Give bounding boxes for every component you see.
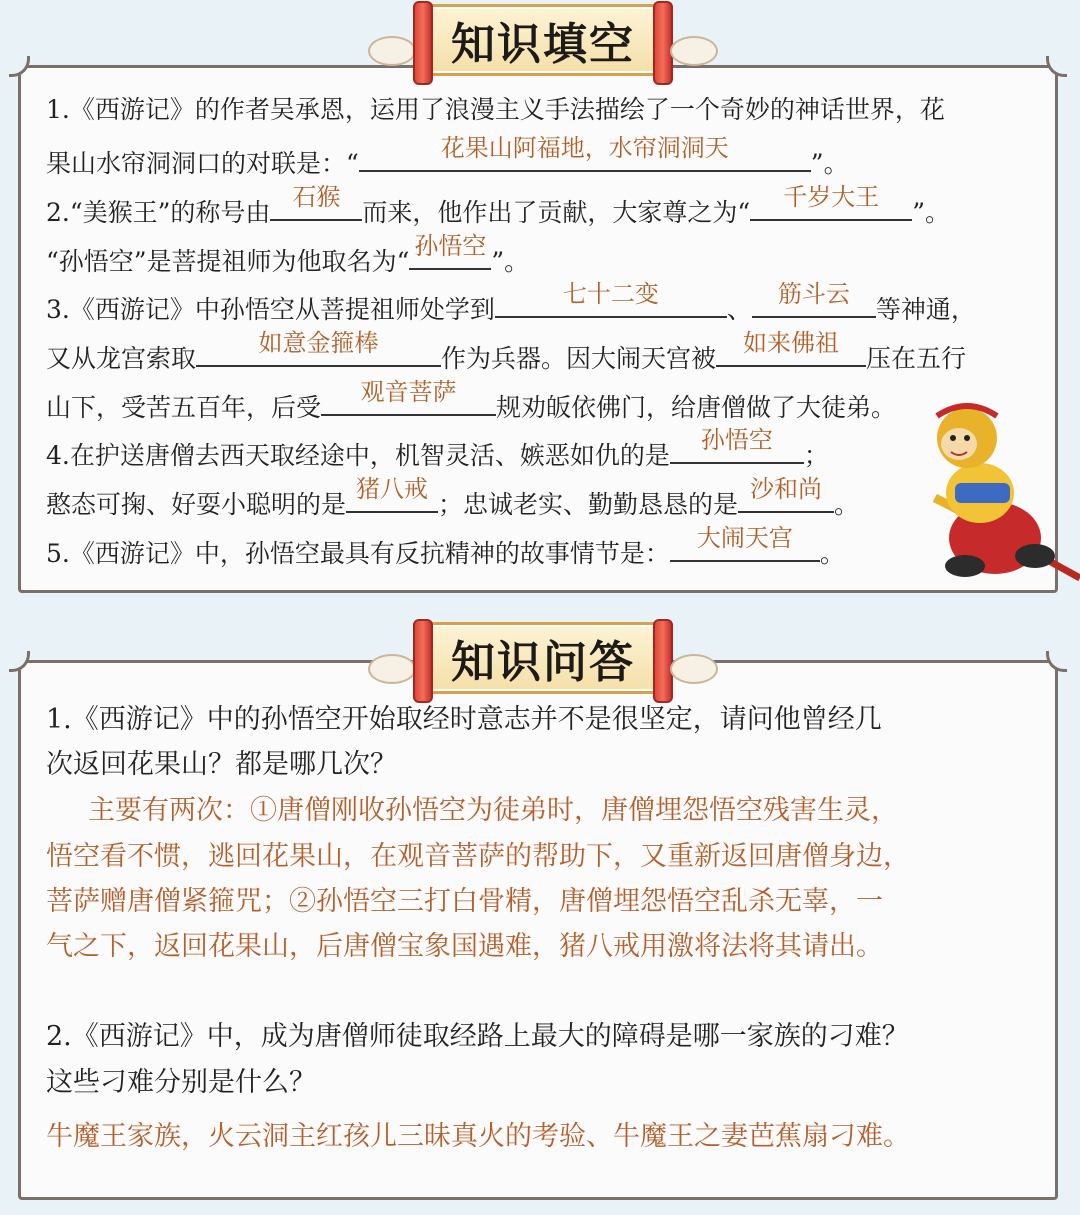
q1-line1: 1.《西游记》的作者吴承恩，运用了浪漫主义手法描绘了一个奇妙的神话世界，花 <box>46 95 945 124</box>
q4-line1: 4.在护送唐僧去西天取经途中，机智灵活、嫉恶如仇的是 孙悟空 ； <box>46 426 829 470</box>
qa-q2-line2: 这些刁难分别是什么？ <box>46 1067 316 1098</box>
cloud-icon <box>368 654 416 684</box>
qa-a1-line4: 气之下，返回花果山，后唐僧宝象国遇难，猪八戒用激将法将其请出。 <box>46 931 883 962</box>
q3-blank-2: 筋斗云 <box>752 286 876 318</box>
q2-line1: 2.“美猴王”的称号由 石猴 而来，他作出了贡献，大家尊之为“ 千岁大王 ”。 <box>46 183 950 227</box>
q1-blank: 花果山阿福地，水帘洞洞天 <box>359 140 811 172</box>
q3-line3: 山下，受苦五百年，后受 观音菩萨 规劝皈依佛门，给唐僧做了大徒弟。 <box>46 378 897 422</box>
qa-banner <box>398 618 688 698</box>
q3-blank-4: 如来佛祖 <box>716 335 866 367</box>
q3-blank-3: 如意金箍棒 <box>196 335 441 367</box>
q4-blank-2: 猪八戒 <box>346 481 438 513</box>
q1-line2: 果山水帘洞洞口的对联是：“ 花果山阿福地，水帘洞洞天 ”。 <box>46 134 849 178</box>
scroll-banner-icon <box>422 622 664 694</box>
fill-blank-title: 知识填空 <box>451 19 635 70</box>
qa-a1-line2: 悟空看不惯，逃回花果山，在观音菩萨的帮助下，又重新返回唐僧身边， <box>46 841 910 872</box>
q3-blank-5: 观音菩萨 <box>321 384 496 416</box>
q3-line2: 又从龙宫索取 如意金箍棒 作为兵器。因大闹天宫被 如来佛祖 压在五行 <box>46 329 967 373</box>
qa-q2-line1: 2.《西游记》中，成为唐僧师徒取经路上最大的障碍是哪一家族的刁难？ <box>46 1021 909 1052</box>
q4-blank-1: 孙悟空 <box>670 432 804 464</box>
qa-a2-line1: 牛魔王家族，火云洞主红孩儿三昧真火的考验、牛魔王之妻芭蕉扇刁难。 <box>46 1121 910 1152</box>
q5-line: 5.《西游记》中，孙悟空最具有反抗精神的故事情节是： 大闹天宫 。 <box>46 524 845 568</box>
monkey-king-illustration <box>895 388 1080 583</box>
scroll-banner-icon <box>422 4 664 76</box>
q2-blank-1: 石猴 <box>270 189 362 221</box>
qa-a1-line3: 菩萨赠唐僧紧箍咒；②孙悟空三打白骨精，唐僧埋怨悟空乱杀无辜，一 <box>46 886 883 917</box>
qa-a1-line1: 主要有两次：①唐僧刚收孙悟空为徒弟时，唐僧埋怨悟空残害生灵， <box>88 795 898 826</box>
cloud-icon <box>670 36 718 66</box>
q4-blank-3: 沙和尚 <box>738 481 834 513</box>
q2-line2: “孙悟空”是菩提祖师为他取名为“ 孙悟空 ”。 <box>46 232 530 276</box>
q3-blank-1: 七十二变 <box>495 286 727 318</box>
qa-title: 知识问答 <box>451 637 635 688</box>
q4-line2: 憨态可掬、好耍小聪明的是 猪八戒 ；忠诚老实、勤勤恳恳的是 沙和尚 。 <box>46 475 860 519</box>
q2-blank-3: 孙悟空 <box>409 238 491 270</box>
qa-q1-line1: 1.《西游记》中的孙悟空开始取经时意志并不是很坚定，请问他曾经几 <box>46 704 882 735</box>
qa-q1-line2: 次返回花果山？都是哪几次？ <box>46 749 397 780</box>
q3-line1: 3.《西游记》中孙悟空从菩提祖师处学到 七十二变 、 筋斗云 等神通， <box>46 280 976 324</box>
q2-blank-2: 千岁大王 <box>750 189 912 221</box>
fill-blank-banner <box>398 0 688 80</box>
cloud-icon <box>670 654 718 684</box>
q5-blank: 大闹天宫 <box>670 530 820 562</box>
cloud-icon <box>368 36 416 66</box>
